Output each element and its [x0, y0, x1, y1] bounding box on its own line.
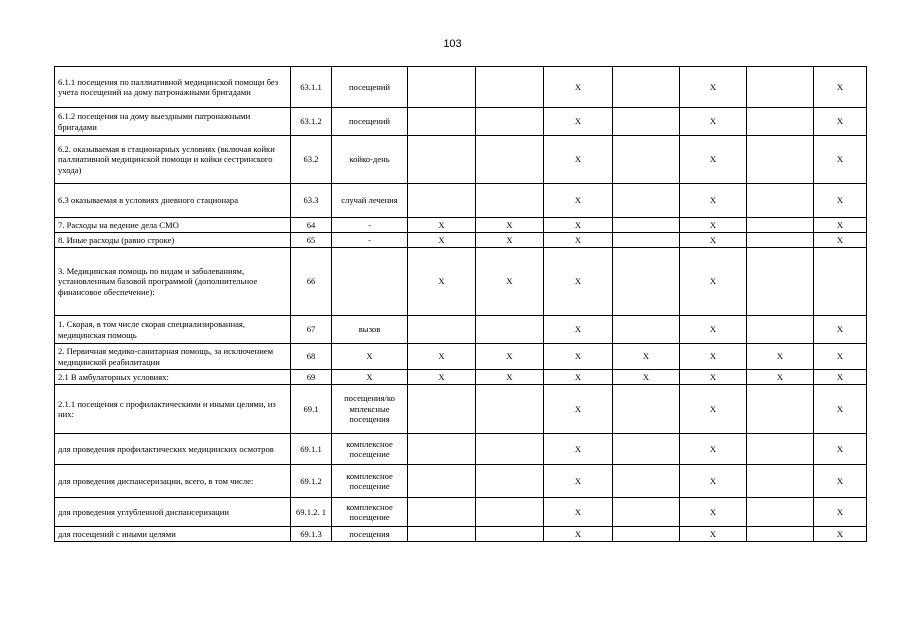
mark-cell	[476, 385, 544, 434]
mark-cell: Х	[476, 233, 544, 248]
mark-cell	[747, 465, 814, 498]
mark-cell: Х	[544, 465, 613, 498]
mark-cell: Х	[476, 218, 544, 233]
mark-cell	[613, 385, 680, 434]
mark-cell: Х	[814, 218, 867, 233]
mark-cell: Х	[544, 316, 613, 344]
row-name-cell: 2.1.1 посещения с профилактическими и иными целями, из них:	[55, 385, 291, 434]
mark-cell	[613, 136, 680, 184]
row-code-cell: 66	[291, 248, 332, 316]
table-row	[55, 434, 867, 465]
row-unit-cell: вызов	[332, 316, 408, 344]
mark-cell: Х	[814, 136, 867, 184]
row-unit-cell: Х	[332, 370, 408, 385]
row-code-cell: 69	[291, 370, 332, 385]
mark-cell	[613, 465, 680, 498]
mark-cell: Х	[747, 344, 814, 370]
mark-cell: Х	[408, 370, 476, 385]
mark-cell: Х	[814, 465, 867, 498]
row-unit-cell: комплексное посещение	[332, 465, 408, 498]
mark-cell: Х	[814, 370, 867, 385]
mark-cell	[408, 434, 476, 465]
mark-cell: Х	[680, 498, 747, 527]
row-name-cell: 7. Расходы на ведение дела СМО	[55, 218, 291, 233]
page-number: 103	[443, 38, 462, 50]
row-code-cell: 63.2	[291, 136, 332, 184]
row-name-cell: 2.1 В амбулаторных условиях:	[55, 370, 291, 385]
row-code-cell: 69.1	[291, 385, 332, 434]
row-unit-cell: комплексное посещение	[332, 434, 408, 465]
row-unit-cell: комплексное посещение	[332, 498, 408, 527]
mark-cell: Х	[408, 218, 476, 233]
mark-cell	[408, 184, 476, 218]
mark-cell	[408, 465, 476, 498]
mark-cell: Х	[680, 385, 747, 434]
table-body	[55, 67, 867, 542]
mark-cell: Х	[680, 233, 747, 248]
row-name-cell: 1. Скорая, в том числе скорая специализированная, медицинская помощь	[55, 316, 291, 344]
mark-cell	[613, 233, 680, 248]
mark-cell: Х	[680, 184, 747, 218]
mark-cell: Х	[544, 498, 613, 527]
table-row	[55, 184, 867, 218]
row-code-cell: 68	[291, 344, 332, 370]
row-unit-cell: посещения	[332, 527, 408, 542]
table-row	[55, 498, 867, 527]
mark-cell: Х	[613, 344, 680, 370]
row-name-cell: для проведения диспансеризации, всего, в том числе:	[55, 465, 291, 498]
mark-cell: Х	[814, 385, 867, 434]
mark-cell	[747, 233, 814, 248]
row-unit-cell: посещений	[332, 108, 408, 136]
mark-cell: Х	[408, 233, 476, 248]
row-name-cell: для посещений с иными целями	[55, 527, 291, 542]
mark-cell: Х	[814, 434, 867, 465]
row-name-cell: 3. Медицинская помощь по видам и заболеваниям, установленным базовой программой (дополнительное финансовое обеспечение):	[55, 248, 291, 316]
mark-cell: Х	[680, 344, 747, 370]
row-code-cell: 69.1.2	[291, 465, 332, 498]
row-code-cell: 63.3	[291, 184, 332, 218]
mark-cell	[476, 108, 544, 136]
mark-cell	[408, 498, 476, 527]
row-name-cell: 6.3 оказываемая в условиях дневного стационара	[55, 184, 291, 218]
mark-cell	[747, 108, 814, 136]
mark-cell	[476, 434, 544, 465]
mark-cell	[613, 434, 680, 465]
mark-cell	[476, 498, 544, 527]
table-row	[55, 344, 867, 370]
row-code-cell: 67	[291, 316, 332, 344]
mark-cell	[814, 248, 867, 316]
mark-cell: Х	[544, 67, 613, 108]
row-unit-cell: посещений	[332, 67, 408, 108]
mark-cell: Х	[544, 184, 613, 218]
row-unit-cell: койко-день	[332, 136, 408, 184]
table-row	[55, 218, 867, 233]
mark-cell	[408, 385, 476, 434]
mark-cell: Х	[544, 108, 613, 136]
mark-cell: Х	[814, 527, 867, 542]
mark-cell: Х	[544, 370, 613, 385]
mark-cell: Х	[814, 316, 867, 344]
row-code-cell: 64	[291, 218, 332, 233]
table-row	[55, 233, 867, 248]
mark-cell: Х	[680, 527, 747, 542]
mark-cell	[747, 385, 814, 434]
mark-cell: Х	[544, 218, 613, 233]
mark-cell	[747, 184, 814, 218]
mark-cell	[747, 434, 814, 465]
mark-cell: Х	[544, 233, 613, 248]
mark-cell	[613, 248, 680, 316]
mark-cell	[476, 465, 544, 498]
row-unit-cell: посещения/ко мплексные посещения	[332, 385, 408, 434]
mark-cell: Х	[476, 370, 544, 385]
mark-cell: Х	[544, 248, 613, 316]
row-unit-cell: Х	[332, 344, 408, 370]
mark-cell: Х	[408, 344, 476, 370]
table-row	[55, 108, 867, 136]
mark-cell: Х	[544, 344, 613, 370]
mark-cell: Х	[544, 434, 613, 465]
mark-cell: Х	[680, 136, 747, 184]
table-row	[55, 316, 867, 344]
table-row	[55, 385, 867, 434]
row-name-cell: 6.1.1 посещения по паллиативной медицинской помощи без учета посещений на дому патронажными бригадами	[55, 67, 291, 108]
row-code-cell: 65	[291, 233, 332, 248]
mark-cell	[747, 218, 814, 233]
mark-cell	[476, 67, 544, 108]
mark-cell: Х	[814, 498, 867, 527]
mark-cell: Х	[747, 370, 814, 385]
mark-cell	[476, 136, 544, 184]
mark-cell: Х	[680, 465, 747, 498]
table-row	[55, 370, 867, 385]
table-row	[55, 136, 867, 184]
mark-cell: Х	[680, 434, 747, 465]
mark-cell	[476, 184, 544, 218]
mark-cell: Х	[544, 136, 613, 184]
mark-cell: Х	[476, 344, 544, 370]
mark-cell: Х	[680, 316, 747, 344]
mark-cell	[747, 498, 814, 527]
mark-cell: Х	[476, 248, 544, 316]
row-unit-cell: -	[332, 233, 408, 248]
table-row	[55, 248, 867, 316]
row-name-cell: 8. Иные расходы (равно строке)	[55, 233, 291, 248]
mark-cell	[613, 184, 680, 218]
mark-cell	[613, 67, 680, 108]
row-unit-cell	[332, 248, 408, 316]
mark-cell: Х	[680, 218, 747, 233]
row-code-cell: 69.1.2. 1	[291, 498, 332, 527]
row-unit-cell: случай лечения	[332, 184, 408, 218]
mark-cell: Х	[408, 248, 476, 316]
mark-cell	[747, 316, 814, 344]
mark-cell	[747, 136, 814, 184]
mark-cell: Х	[814, 108, 867, 136]
table-row	[55, 67, 867, 108]
mark-cell	[476, 527, 544, 542]
mark-cell: Х	[544, 527, 613, 542]
row-name-cell: 2. Первичная медико-санитарная помощь, за исключением медицинской реабилитации	[55, 344, 291, 370]
table-row	[55, 527, 867, 542]
mark-cell	[408, 108, 476, 136]
mark-cell: Х	[814, 184, 867, 218]
mark-cell	[613, 316, 680, 344]
mark-cell: Х	[680, 370, 747, 385]
mark-cell	[408, 67, 476, 108]
mark-cell	[747, 527, 814, 542]
mark-cell	[476, 316, 544, 344]
mark-cell: Х	[814, 67, 867, 108]
mark-cell: Х	[613, 370, 680, 385]
mark-cell	[747, 248, 814, 316]
mark-cell: Х	[544, 385, 613, 434]
mark-cell	[408, 136, 476, 184]
row-code-cell: 63.1.1	[291, 67, 332, 108]
mark-cell: Х	[680, 67, 747, 108]
mark-cell: Х	[680, 248, 747, 316]
table-row	[55, 465, 867, 498]
row-name-cell: для проведения профилактических медицинских осмотров	[55, 434, 291, 465]
row-code-cell: 69.1.1	[291, 434, 332, 465]
mark-cell: Х	[814, 344, 867, 370]
mark-cell	[613, 498, 680, 527]
mark-cell: Х	[814, 233, 867, 248]
mark-cell	[408, 527, 476, 542]
mark-cell	[613, 527, 680, 542]
row-code-cell: 63.1.2	[291, 108, 332, 136]
data-table	[54, 66, 867, 542]
mark-cell	[747, 67, 814, 108]
row-code-cell: 69.1.3	[291, 527, 332, 542]
mark-cell	[613, 108, 680, 136]
row-name-cell: для проведения углубленной диспансеризации	[55, 498, 291, 527]
row-unit-cell: -	[332, 218, 408, 233]
mark-cell	[613, 218, 680, 233]
row-name-cell: 6.2. оказываемая в стационарных условиях (включая койки паллиативной медицинской помощи и койки сестринского ухода)	[55, 136, 291, 184]
row-name-cell: 6.1.2 посещения на дому выездными патронажными бригадами	[55, 108, 291, 136]
mark-cell: Х	[680, 108, 747, 136]
mark-cell	[408, 316, 476, 344]
